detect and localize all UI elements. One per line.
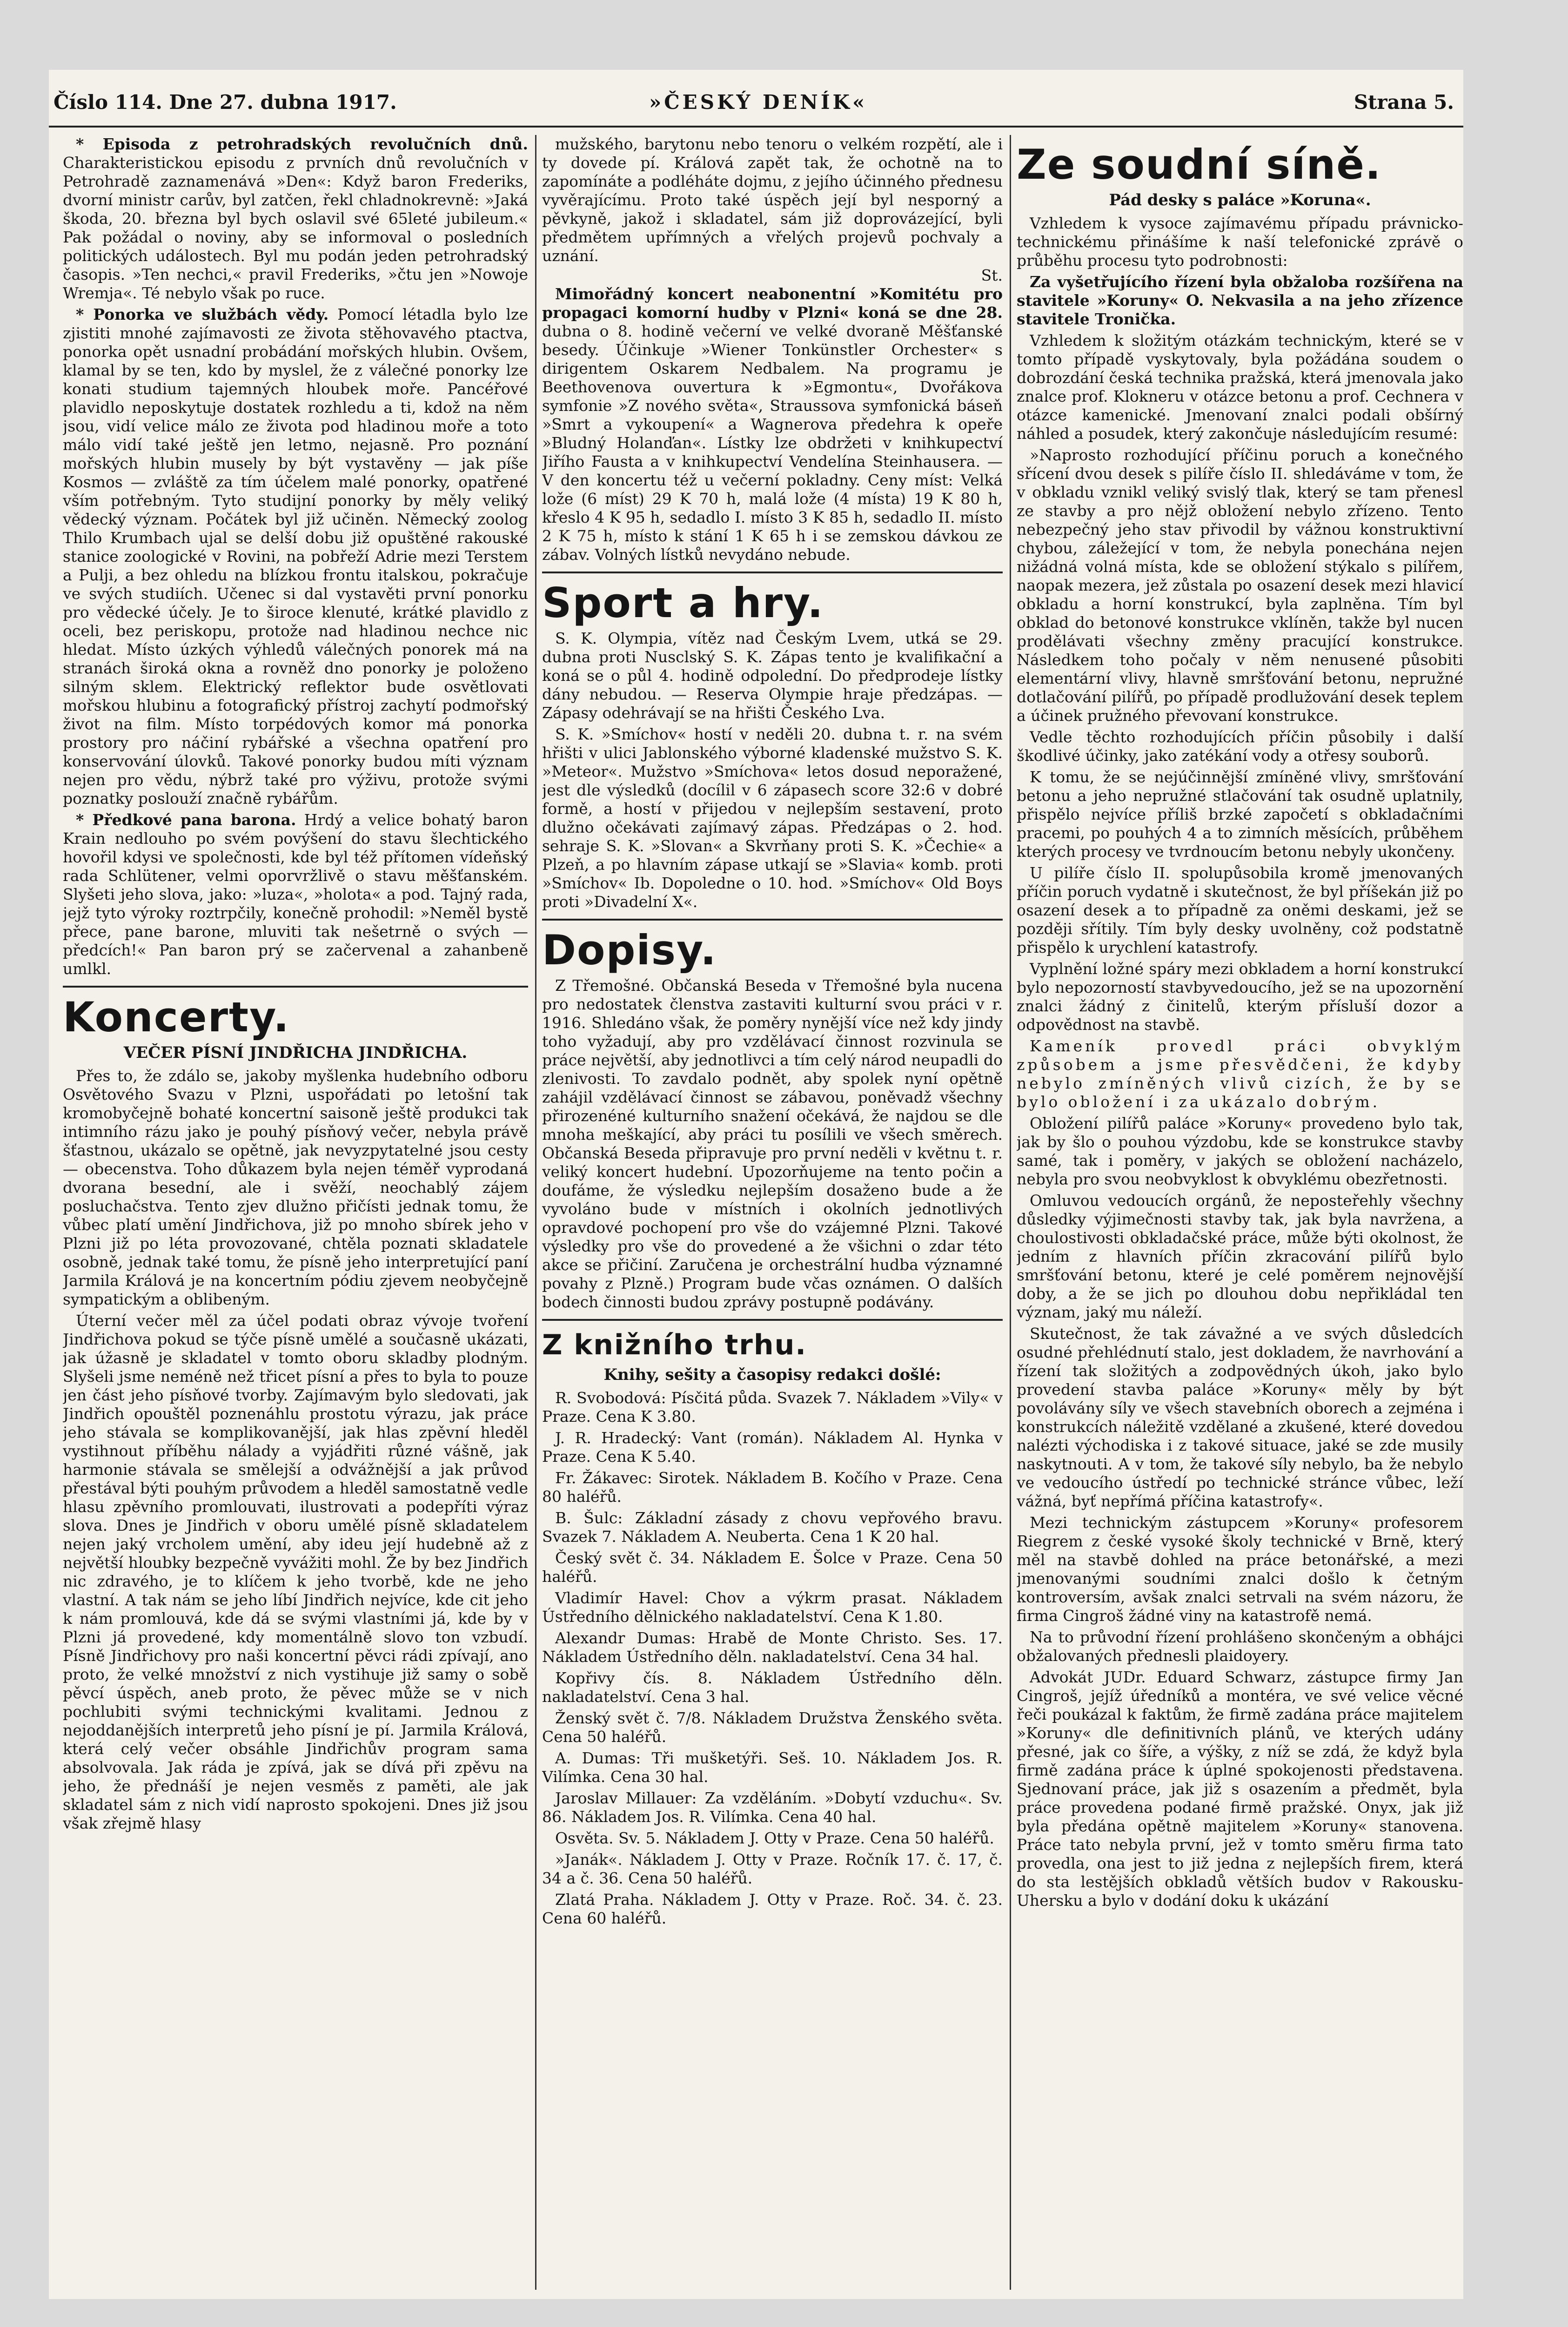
- article-ponorka: * Ponorka ve službách vědy. Pomocí létadla bylo lze zjistiti mnohé zajímavosti ze života stěhovavého ptactva, ponorka opět usnadní probádání mořských hlubin. Ovšem, klamal by se ten, kdo by myslel, že z válečné ponorky lze konati studium tajemných hloubek moře. Pancéřové plavidlo neposkytuje dostatek rozhledu a ti, kdož na něm jsou, vidí velice málo ze života pod hladinou moře a toto málo vidí také ještě jen letmo, nejasně. Pro poznání mořských hlubin musely by být vystavěny — jak píše Kosmos — zvláště za tím účelem malé ponorky, opatřené vším potřebným. Tyto studijní ponorky by měly veliký vědecký význam. Počátek byl již učiněn. Německý zoolog Thilo Krumbach ujal se delší dobu již opuštěné rakouské stanice zoologické v Rovini, na pobřeží Adrie mezi Terstem a Pulji, a bez ohledu na blízkou frontu italskou, pokračuje ve svých studiích. Učenec si dal vystavěti první ponorku pro vědecké účely. Je to široce klenuté, krátké plavidlo z oceli, bez periskopu, protože nad hladinou nechce nic hledat. Místo úzkých výhledů válečných ponorek má na stranách široká okna a rovněž dno ponorky je položeno silným sklem. Elektrický reflektor bude osvětlovati mořskou hlubinu a fotografický přístroj zachytí podmořský život na film. Místo torpédových komor má ponorka prostory pro náčiní rybářské a všechna opatření pro konservování úlovků. Takové ponorky budou míti význam nejen pro vědu, nýbrž také pro výživu, protože svými poznatky poslouží značně rybářům.: [63, 305, 528, 807]
- article-paragraph: Kameník provedl práci obvyklým způsobem a jsme přesvědčeni, že kdyby nebylo zmíněných vlivů cizích, že by se bylo obložení i za ukázalo dobrým.: [1017, 1037, 1463, 1111]
- article-paragraph: K tomu, že se nejúčinnější zmíněné vlivy, smršťování betonu a jeho nepružné stlačování tak osudně uplatnily, přispělo nejvíce příliš brzké započetí s obkladačními pracemi, po pouhých 4 a to zimních měsících, průběhem kterých procesy ve tvrdnoucím betonu nebyly ukončeny.: [1017, 768, 1463, 861]
- book-listing: Alexandr Dumas: Hrabě de Monte Christo. Ses. 17. Nákladem Ústředního děln. nakladatelství. Cena 34 hal.: [542, 1629, 1003, 1666]
- article-paragraph: Vedle těchto rozhodujících příčin působily i další škodlivé účinky, jako zatékání vody a otřesy souborů.: [1017, 728, 1463, 765]
- section-heading-koncerty: Koncerty.: [63, 993, 290, 1041]
- newspaper-page: [49, 70, 1463, 2299]
- article-paragraph: Za vyšetřujícího řízení byla obžaloba rozšířena na stavitele »Koruny« O. Nekvasila a na jeho zřízence stavitele Tronička.: [1017, 273, 1463, 328]
- book-listing: Ženský svět č. 7/8. Nákladem Družstva Ženského světa. Cena 50 haléřů.: [542, 1709, 1003, 1746]
- column-3: [1017, 135, 1463, 2290]
- article-paragraph: Vzhledem k vysoce zajímavému případu právnicko-technickému přinášíme k naší telefonické zprávě o průběhu procesu tyto podrobnosti:: [1017, 214, 1463, 269]
- section-heading-sport: Sport a hry.: [542, 579, 824, 627]
- article-paragraph: Mezi technickým zástupcem »Koruny« profesorem Riegrem z české vysoké školy technické v Brně, který měl na stavbě dohled na práce betonářské, a mezi jmenovanými soudními znalci došlo k četným kontroversím, avšak znalci setrvali na svém názoru, že firma Cingroš žádné viny na katastrofě nemá.: [1017, 1513, 1463, 1625]
- section-rule: [542, 1319, 1003, 1321]
- article-paragraph: »Naprosto rozhodující příčinu poruch a konečného sřícení dvou desek s pilíře číslo II. shledáváme v tom, že v obkladu vznikl veliký svislý tlak, který se tam přenesl ze stavby a pro nějž obložení nebylo zřízeno. Tento nebezpečný jeho stav přivodil by vážnou konstruktivní chybou, záležející v tom, že nebyla ponechána nejen nižádná volná místa, kde se obložení stýkalo s pilířem, naopak mezera, jež zůstala po osazení desek mezi hlavicí obkladu a horní konstrukcí, byla zaplněna. Tím byl obklad do betonové konstrukce vklíněn, takže byl nucen prodělávati všechny změny pracující konstrukce. Následkem toho počaly v něm nenusené působiti elementární vlivy, hlavně smršťování betonu, nepružné dotlačování pilířů, po případě prodlužování desek teplem a účinek pružného převovaní konstrukce.: [1017, 446, 1463, 725]
- book-listing: J. R. Hradecký: Vant (román). Nákladem Al. Hynka v Praze. Cena K 5.40.: [542, 1429, 1003, 1466]
- newspaper-title: »ČESKÝ DENÍK«: [649, 91, 868, 114]
- book-listing: Kopřivy čís. 8. Nákladem Ústředního děln. nakladatelství. Cena 3 hal.: [542, 1669, 1003, 1706]
- article-subheading: Pád desky s paláce »Koruna«.: [1109, 191, 1371, 209]
- book-listing: Jaroslav Millauer: Za vzděláním. »Dobytí vzduchu«. Sv. 86. Nákladem Jos. R. Vilímka. Cena 40 hal.: [542, 1789, 1003, 1826]
- article-paragraph: Obložení pilířů paláce »Koruny« provedeno bylo tak, jak by šlo o pouhou výzdobu, kde se konstrukce stavby samé, tak i poměry, v jakých se obložení nacházelo, nebyla pro svou neobvyklost k obvyklému obezřetnosti.: [1017, 1114, 1463, 1188]
- book-listing: B. Šulc: Základní zásady z chovu vepřového bravu. Svazek 7. Nákladem A. Neuberta. Cena 1 K 20 hal.: [542, 1509, 1003, 1546]
- article-paragraph: Advokát JUDr. Eduard Schwarz, zástupce firmy Jan Cingroš, jejíž úředníků a montéra, ve své velice věcné řeči poukázal k faktům, že firmě zadána práce majitelem »Koruny« dle definitivních plánů, ve kterých udány přesné, jak co šíře, a výšky, z níž se zdá, že když byla firmě zadána práce k úplné spokojenosti představena. Sjednovaní práce, jak již s osazením a předmět, byla práce provedena podané firmě pražské. Onyx, jak již byla předána opětně majitelem »Koruny« stanovena. Práce tato nebyla první, jež v tomto směru firma tato provedla, ona jest to již jedna z nejlepších firem, která do sta lestějších obkladů větších budov v Rakousku-Uhersku a bylo v dodání doku k ukázání: [1017, 1668, 1463, 1910]
- article-paragraph: U pilíře číslo II. spolupůsobila kromě jmenovaných příčin poruch vydatně i skutečnost, že byl příšekán již po osazení desek a to případně za oněmi deskami, jež se později sřítily. Tím byly desky uvolněny, což podstatně přispělo k urychlení katastrofy.: [1017, 864, 1463, 956]
- article-paragraph: Na to průvodní řízení prohlášeno skončeným a obhájci obžalovaných přednesli plaidoyery.: [1017, 1628, 1463, 1665]
- book-listing: Osvěta. Sv. 5. Nákladem J. Otty v Praze. Cena 50 haléřů.: [555, 1829, 994, 1847]
- column-divider-2: [1010, 135, 1011, 2290]
- page-header: [49, 70, 1463, 128]
- section-rule: [542, 919, 1003, 921]
- article-paragraph: Skutečnost, že tak závažné a ve svých důsledcích osudné přehlédnutí stalo, jest dokladem, že navrhování a řízení tak složitých a zodpovědných úkoh, jako bylo provedení stavba paláce »Koruny« měly by být povolávány síly ve všech stavebních oborech a zejména i konstrukcích náležitě vzdělané a zkušené, které dovedou nalézti východiska i z takové situace, jaké se zde musily naskytnouti. A v tom, že takové síly nebylo, ba že nebylo ve vedoucího ústředí po technické stránce vůbec, leží vážná, byť nepřímá příčina katastrofy«.: [1017, 1325, 1463, 1510]
- section-heading-dopisy: Dopisy.: [542, 926, 717, 974]
- column-1: [63, 135, 528, 2290]
- article-paragraph: Vyplnění ložné spáry mezi obkladem a horní konstrukcí bylo nepozorností stavbyvedoucího, jež se na upozornění znalci žádný z činitelů, kterým přísluší dozor a odpovědnost na stavbě.: [1017, 960, 1463, 1034]
- column-divider-1: [535, 135, 536, 2290]
- column-2: [542, 135, 1003, 2290]
- article-subheading: VEČER PÍSNÍ JINDŘICHA JINDŘICHA.: [123, 1043, 468, 1062]
- author-signature: St.: [981, 266, 1003, 284]
- section-rule: [542, 572, 1003, 573]
- article-mimoradny-koncert: Mimořádný koncert neabonentní »Komitétu pro propagaci komorní hudby v Plzni« koná se dne 28. dubna o 8. hodině večerní ve velké dvoraně Měšťanské besedy. Účinkuje »Wiener Tonkünstler Orchester« s dirigentem Oskarem Nedbalem. Na programu je Beethovenova ouvertura k »Egmontu«, Dvořákova symfonie »Z nového světa«, Straussova symfonická báseň »Smrt a vykoupení« a Wagnerova předehra k opeře »Bludný Holanďan«. Lístky lze obdržeti v knihkupectví Jiřího Fausta a v knihkupectví Vendelína Steinhausera. — V den koncertu též u večerní pokladny. Ceny míst: Velká lože (6 míst) 29 K 70 h, malá lože (4 místa) 19 K 80 h, křeslo 4 K 95 h, sedadlo I. místo 3 K 85 h, sedadlo II. místo 2 K 75 h, místo k stání 1 K 65 h i se zemskou dávkou ze zábav. Volných lístků nevydáno nebude.: [542, 285, 1003, 564]
- article-paragraph: Přes to, že zdálo se, jakoby myšlenka hudebního odboru Osvětového Svazu v Plzni, uspořádati po letošní tak kromobyčejně bohaté koncertní saisoně ještě produkci tak intimního rázu jako je pouhý písňový večer, nebyla právě šťastnou, ukázalo se opětně, jak nevyzpytatelné jsou cesty — obecenstva. Toho důkazem byla nejen téměř vyprodaná dvorana besední, ale i svěží, neochablý zájem posluchačstva. Tento zjev dlužno přičísti jednak tomu, že vůbec platí umění Jindřichova, již po mnoho sbírek jeho v Plzni již po léta provozované, chtěla poznati skladatele osobně, jednak také tomu, že písně jeho interpretující paní Jarmila Králová je na koncertním pódiu zjevem neobyčejně sympatickým a oblibeným.: [63, 1067, 528, 1308]
- article-subheading: Knihy, sešity a časopisy redakci došlé:: [603, 1365, 941, 1384]
- section-heading-knihy: Z knižního trhu.: [542, 1329, 807, 1361]
- article-episoda: * Episoda z petrohradských revolučních dnů. Charakteristickou episodu z prvních dnů revolučních v Petrohradě zaznamenává »Den«: Když baron Frederiks, dvorní ministr carův, byl zatčen, řekl chladnokrevně: »Jaká škoda, 20. března byl bych oslavil své 65leté jubileum.« Pak požádal o noviny, aby se informoval o posledních politických událostech. Byl mu podán jeden petrohradský časopis. »Ten nechci,« pravil Frederiks, »čtu jen »Nowoje Wremja«. Té nebylo však po ruce.: [63, 135, 528, 302]
- page-number: Strana 5.: [1354, 91, 1454, 114]
- book-listing: Český svět č. 34. Nákladem E. Šolce v Praze. Cena 50 haléřů.: [542, 1549, 1003, 1586]
- article-paragraph: Omluvou vedoucích orgánů, že neposteřehly všechny důsledky výjimečnosti stavby tak, jak byla navržena, a choulostivosti obkladačské práce, může býti okolnost, že jedním z hlavních příčin zkracování pilířů bylo smršťování betonu, které je celé poměrem nejnovější doby, a že se jich po dlouhou dobu nepřikládal ten význam, jaký mu náleží.: [1017, 1191, 1463, 1321]
- book-listing: Zlatá Praha. Nákladem J. Otty v Praze. Roč. 34. č. 23. Cena 60 haléřů.: [542, 1890, 1003, 1927]
- book-listing: A. Dumas: Tři mušketýři. Seš. 10. Nákladem Jos. R. Vilímka. Cena 30 hal.: [542, 1749, 1003, 1786]
- article-paragraph: S. K. Olympia, vítěz nad Českým Lvem, utká se 29. dubna proti Nusclský S. K. Zápas tento je kvalifikační a koná se o půl 4. hodině odpolední. Do předprodeje lístky dány nebudou. — Reserva Olympie hraje předzápas. — Zápasy odehrávají se na hřišti Českého Lva.: [542, 629, 1003, 722]
- section-heading-soudni-sin: Ze soudní síně.: [1017, 141, 1382, 188]
- article-predkove: * Předkové pana barona. Hrdý a velice bohatý baron Krain nedlouho po svém povýšení do stavu šlechtického hovořil kdysi ve společnosti, kde byl též přítomen vídeňský rada Schlütener, velmi oporvržlivě o stavu měšťanském. Slyšeti jeho slova, jako: »luza«, »holota« a pod. Tajný rada, jejž tyto výroky roztrpčily, konečně prohodil: »Neměl bystě přece, pane barone, mluviti tak nešetrně o svých — předcích!« Pan baron prý se začervenal a zahanbeně umlkl.: [63, 811, 528, 978]
- article-paragraph: Vzhledem k složitým otázkám technickým, které se v tomto případě vyskytovaly, byla požádána soudem o dobrozdání česká technika pražská, která jmenovala jako znalce prof. Klokneru v otázce betonu a prof. Cechnera v otázce kamenické. Jmenovaní znalci podali obšírný náhled a posudek, který zakončuje následujícím resumé:: [1017, 331, 1463, 443]
- article-paragraph: Z Třemošné. Občanská Beseda v Třemošné byla nucena pro nedostatek členstva zastaviti kulturní svou práci v r. 1916. Shledáno však, že poměry nynější více než kdy jindy toho vyžadují, aby pro vzdělávací činnost rozvinula se práce největší, aby jednotlivci a tím celý národ neupadli do zlenivosti. To zavdalo podnět, aby spolek nyní opětně zahájil vzdělávací činnost se zábavou, poněvadž všechny přirozenéné kulturního snažení očekává, že najdou se dle mnoha meškající, aby práci tu posílili ve všech směrech. Občanská Beseda připravuje pro první neděli v květnu t. r. veliký koncert hudební. Upozorňujeme na tento počin a doufáme, že výsledku nejlepším dosaženo bude a že vyvoláno bude v místních i okolních jednotlivých opravdové pochopení pro vše do vzájemné Plzni. Takové výsledky pro vše do provedené a že všichni o zdar této akce se přičiní. Zaručena je orchestrální hudba významné povahy z Plzně.) Program bude včas oznámen. O dalších bodech činnosti budou zprávy postupně podávány.: [542, 976, 1003, 1311]
- book-listing: R. Svobodová: Písčitá půda. Svazek 7. Nákladem »Vily« v Praze. Cena K 3.80.: [542, 1389, 1003, 1426]
- book-listing: Vladimír Havel: Chov a výkrm prasat. Nákladem Ústředního dělnického nakladatelství. Cena K 1.80.: [542, 1589, 1003, 1626]
- book-listing: »Janák«. Nákladem J. Otty v Praze. Ročník 17. č. 17, č. 34 a č. 36. Cena 50 haléřů.: [542, 1850, 1003, 1887]
- section-rule: [63, 986, 528, 988]
- article-paragraph: mužského, barytonu nebo tenoru o velkém rozpětí, ale i ty dovede pí. Králová zapět tak, že ochotně na to zapomínáte a podléháte dojmu, z jejího účinného přednesu vyvěrajícímu. Proto také úspěch její byl nesporný a pěvkyně, jakož i skladatel, sám již doprovázející, byli předmětem upřímných a vřelých projevů pochvaly a uznání.: [542, 135, 1003, 265]
- issue-date: Číslo 114. Dne 27. dubna 1917.: [54, 91, 397, 114]
- article-paragraph: Úterní večer měl za účel podati obraz vývoje tvoření Jindřichova pokud se týče písně umělé a současně ukázati, jak úžasně je skladatel v tomto oboru skladby plodným. Slyšeli jsme neméně než třicet písní a přes to byla to pouze jen část jeho písňové tvorby. Zajímavým bylo sledovati, jak Jindřich opouštěl poznenáhlu prostotu výrazu, jak práce jeho stávala se komplikovanější, jak hlas zpěvní hleděl vystihnout příběhu nálady a vyjádřiti různé vášně, jak harmonie stávala se smělejší a odvážnější a jak průvod přestával býti pouhým průvodem a hleděl samostatně vedle hlasu zpěvního promlouvati, ilustrovati a podepříti výraz slova. Dnes je Jindřich v oboru umělé písně skladatelem nejen jaký vrcholem umění, aby ideu její hudebně až z největší hloubky bezpečně vyvážiti mohl. Že by bez Jindřich nic zdravého, je to klíčem k jeho tvorbě, kde ne jeho vlastní. A tak nám se jeho líbí Jindřich nejvíce, kde cit jeho k nám promlouvá, kde dá se svými vlastními já, kde by v Plzni já provedené, kdy momentálně slovo ton vzbudí. Písně Jindřichovy pro naši koncertní pěvci rádi zpívají, ano proto, že velké množství z nich vystihuje již samy o sobě pěvcí úspěch, aneb proto, že pěvec může se v nich pochlubiti svými technickými kvalitami. Jednou z nejoddanějších interpretů jeho písní je pí. Jarmila Králová, která celý večer obsáhle Jindřichův program sama absolvovala. Jak ráda je zpívá, jak se dívá při zpěvu na jeho, že přednáší je nejen vesměs z paměti, ale jak skladatel sám z nich vidí naprosto spokojeni. Dnes již jsou však zřejmě hlasy: [63, 1311, 528, 1832]
- book-listing: Fr. Žákavec: Sirotek. Nákladem B. Kočího v Praze. Cena 80 haléřů.: [542, 1469, 1003, 1506]
- article-paragraph: S. K. »Smíchov« hostí v neděli 20. dubna t. r. na svém hřišti v ulici Jablonského výborné kladenské mužstvo S. K. »Meteor«. Mužstvo »Smíchova« letos dosud neporažené, jest dle výsledků (docílil v 6 zápasech score 32:6 v dobré formě, a hostí v přijedou v nejlepším sestavení, proto dlužno očekávati zajímavý zápas. Předzápas o 2. hod. sehraje S. K. »Slovan« a Skvrňany proti S. K. »Čechie« a Plzeň, a po hlavním zápase utkají se »Slavia« komb. proti »Smíchov« Ib. Dopoledne o 10. hod. »Smíchov« Old Boys proti »Divadelní X«.: [542, 725, 1003, 911]
